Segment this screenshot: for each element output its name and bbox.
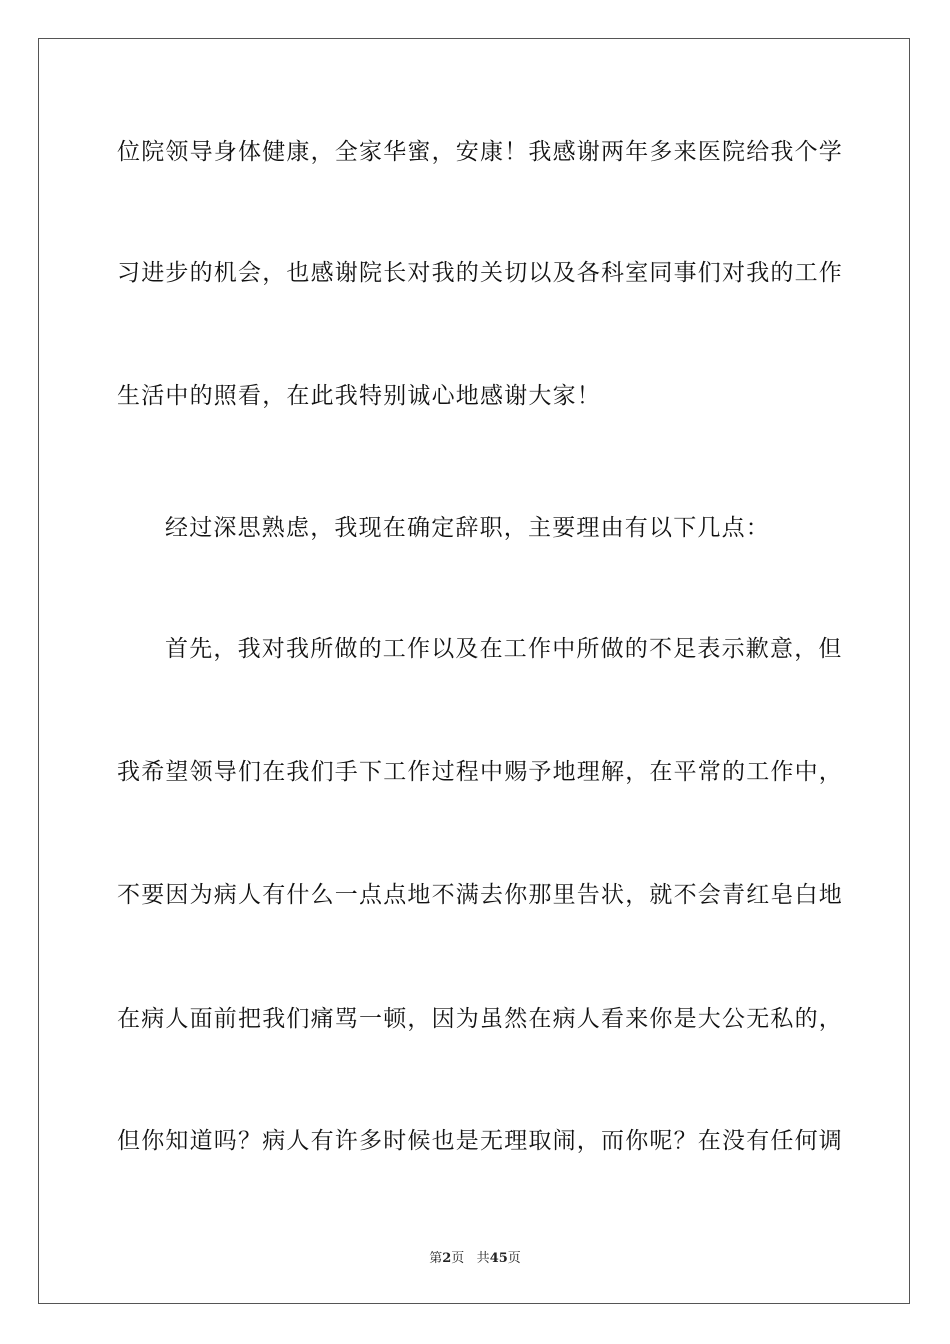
body-text-line: 我希望领导们在我们手下工作过程中赐予地理解，在平常的工作中， (117, 759, 843, 785)
page-border (38, 38, 910, 1304)
body-text-line: 不要因为病人有什么一点点地不满去你那里告状，就不会青红皂白地 (117, 882, 843, 908)
body-text-line: 但你知道吗？病人有许多时候也是无理取闹，而你呢？在没有任何调 (117, 1128, 843, 1154)
body-text-line: 在病人面前把我们痛骂一顿，因为虽然在病人看来你是大公无私的， (117, 1006, 843, 1032)
page-number: 2 (442, 1251, 452, 1266)
total-pages: 45 (489, 1251, 508, 1266)
paragraph-start-line: 首先，我对我所做的工作以及在工作中所做的不足表示歉意，但 (165, 636, 843, 662)
page-footer (0, 1247, 950, 1266)
body-text-line: 位院领导身体健康，全家华蜜，安康！我感谢两年多来医院给我个学 (117, 139, 843, 165)
paragraph-start-line: 经过深思熟虑，我现在确定辞职，主要理由有以下几点： (165, 515, 770, 541)
page-suffix: 页 (451, 1251, 465, 1266)
body-text-line: 习进步的机会，也感谢院长对我的关切以及各科室同事们对我的工作 (117, 260, 843, 286)
page-prefix: 第 (429, 1251, 443, 1266)
total-suffix: 页 (507, 1251, 521, 1266)
total-prefix: 共 (476, 1251, 490, 1266)
body-text-line: 生活中的照看，在此我特别诚心地感谢大家！ (117, 383, 601, 409)
